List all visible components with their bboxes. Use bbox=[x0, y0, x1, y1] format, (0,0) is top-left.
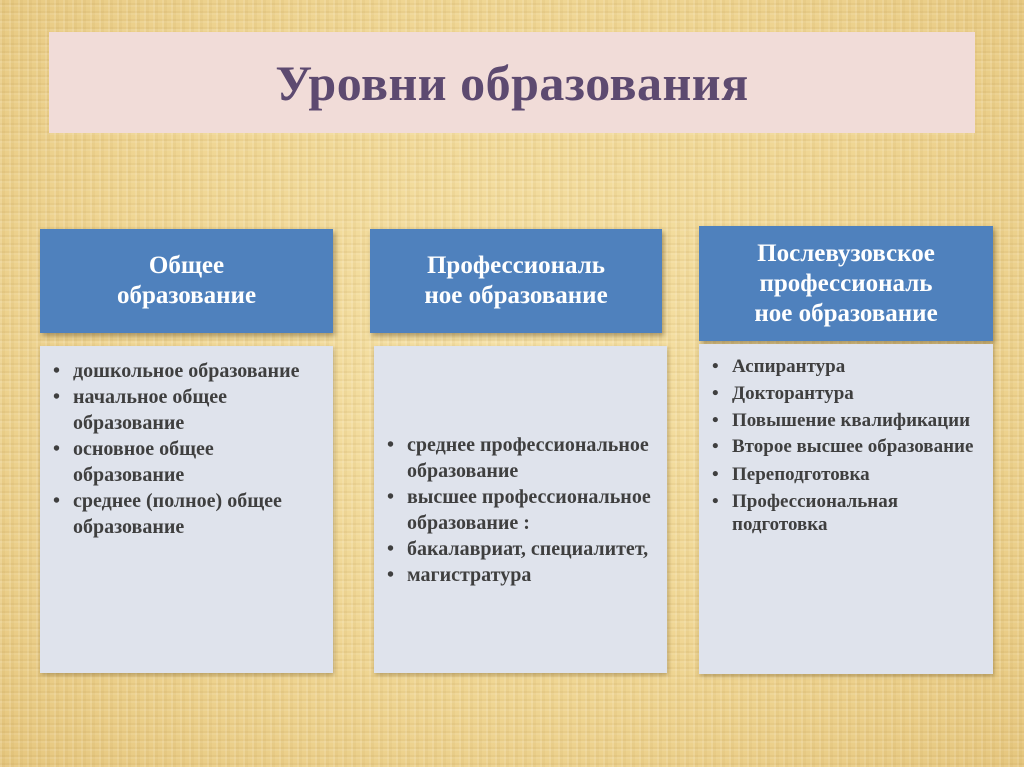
header-line: ное образование bbox=[424, 282, 608, 309]
list-item: • Переподготовка bbox=[699, 462, 985, 489]
header-line: профессиональ bbox=[759, 269, 933, 297]
header-line: Общее bbox=[148, 252, 225, 279]
list-item: • Повышение квалификации bbox=[699, 410, 985, 433]
list-item: • среднее (полное) общее образование bbox=[40, 488, 325, 540]
header-line: ное образование bbox=[754, 299, 938, 327]
panel-general-education bbox=[40, 346, 333, 673]
list-item: • бакалавриат, специалитет, bbox=[374, 536, 659, 562]
list-item: • среднее профессиональное образование bbox=[374, 432, 659, 484]
list-item: • Второе высшее образование bbox=[699, 436, 985, 459]
list-item: • Докторантура bbox=[699, 381, 985, 408]
professional-education-list bbox=[374, 432, 667, 588]
title-band bbox=[49, 32, 975, 133]
header-general-education bbox=[40, 229, 333, 333]
list-item: • основное общее образование bbox=[40, 436, 325, 488]
general-education-list bbox=[40, 346, 333, 540]
header-postgraduate-education bbox=[699, 226, 993, 341]
list-item: • дошкольное образование bbox=[40, 358, 325, 384]
header-line: образование bbox=[116, 282, 257, 309]
postgraduate-education-list bbox=[699, 344, 993, 540]
list-item: • Профессиональная подготовка bbox=[699, 491, 985, 537]
list-item: • высшее профессиональное образование : bbox=[374, 484, 659, 536]
header-professional-education bbox=[370, 229, 662, 333]
slide-title: Уровни образования bbox=[275, 54, 749, 111]
list-item: • начальное общее образование bbox=[40, 384, 325, 436]
panel-professional-education bbox=[374, 346, 667, 673]
header-line: Профессиональ bbox=[426, 252, 605, 279]
list-item: • Аспирантура bbox=[699, 354, 985, 381]
list-item: • магистратура bbox=[374, 562, 659, 588]
header-line: Послевузовское bbox=[757, 239, 935, 267]
panel-postgraduate-education bbox=[699, 344, 993, 674]
